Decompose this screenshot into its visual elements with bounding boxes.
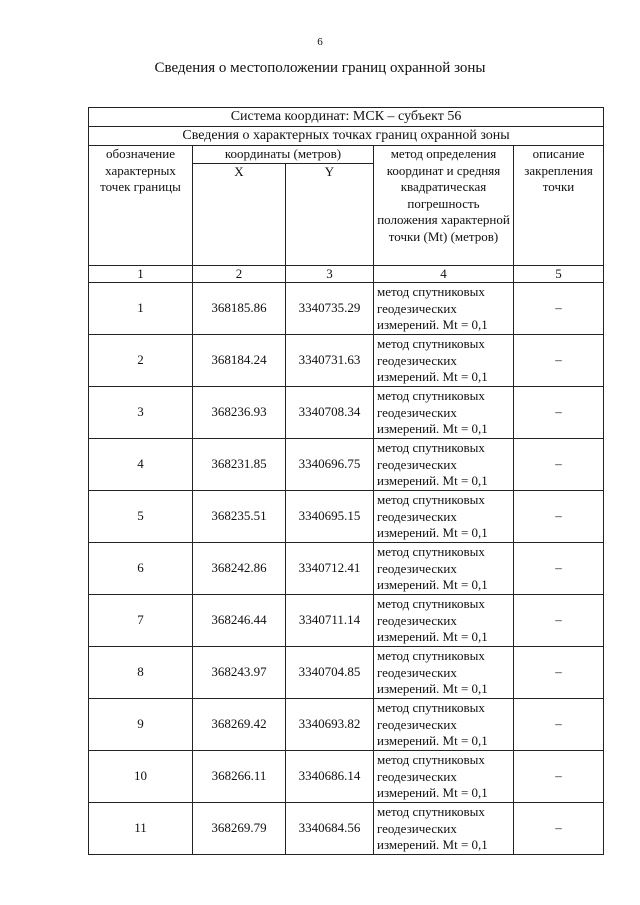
point-number-cell: 11 xyxy=(89,803,193,855)
method-cell: метод спутниковых геодезических измерений. Mt = 0,1 xyxy=(374,439,514,491)
coordinate-system-label: Система координат: МСК – субъект 56 xyxy=(89,108,604,127)
x-coordinate-cell: 368184.24 xyxy=(193,335,286,387)
header-coordinates: координаты (метров) xyxy=(193,146,374,164)
column-number: 1 xyxy=(89,265,193,283)
column-number: 5 xyxy=(514,265,604,283)
y-coordinate-cell: 3340712.41 xyxy=(286,543,374,595)
point-number-cell: 1 xyxy=(89,283,193,335)
y-coordinate-cell: 3340735.29 xyxy=(286,283,374,335)
table-row xyxy=(89,439,604,491)
description-cell: – xyxy=(514,543,604,595)
y-coordinate-cell: 3340696.75 xyxy=(286,439,374,491)
header-designation: обозначение характерных точек границы xyxy=(89,146,193,266)
method-cell: метод спутниковых геодезических измерений. Mt = 0,1 xyxy=(374,647,514,699)
point-number-cell: 4 xyxy=(89,439,193,491)
table-row xyxy=(89,803,604,855)
header-method: метод определения координат и средняя квадратическая погрешность положения характерной точки (Mt) (метров) xyxy=(374,146,514,266)
table-row xyxy=(89,283,604,335)
table-row xyxy=(89,699,604,751)
description-cell: – xyxy=(514,699,604,751)
y-coordinate-cell: 3340695.15 xyxy=(286,491,374,543)
method-cell: метод спутниковых геодезических измерений. Mt = 0,1 xyxy=(374,543,514,595)
description-cell: – xyxy=(514,595,604,647)
table-row xyxy=(89,387,604,439)
y-coordinate-cell: 3340704.85 xyxy=(286,647,374,699)
description-cell: – xyxy=(514,491,604,543)
x-coordinate-cell: 368185.86 xyxy=(193,283,286,335)
description-cell: – xyxy=(514,751,604,803)
y-coordinate-cell: 3340693.82 xyxy=(286,699,374,751)
point-number-cell: 10 xyxy=(89,751,193,803)
method-cell: метод спутниковых геодезических измерений. Mt = 0,1 xyxy=(374,803,514,855)
point-number-cell: 6 xyxy=(89,543,193,595)
x-coordinate-cell: 368269.42 xyxy=(193,699,286,751)
description-cell: – xyxy=(514,439,604,491)
point-number-cell: 5 xyxy=(89,491,193,543)
description-cell: – xyxy=(514,387,604,439)
header-x: X xyxy=(193,163,286,265)
y-coordinate-cell: 3340711.14 xyxy=(286,595,374,647)
method-cell: метод спутниковых геодезических измерений. Mt = 0,1 xyxy=(374,283,514,335)
column-number: 2 xyxy=(193,265,286,283)
point-number-cell: 7 xyxy=(89,595,193,647)
table-row xyxy=(89,543,604,595)
description-cell: – xyxy=(514,283,604,335)
description-cell: – xyxy=(514,335,604,387)
x-coordinate-cell: 368269.79 xyxy=(193,803,286,855)
description-cell: – xyxy=(514,803,604,855)
page-number: 6 xyxy=(317,36,323,48)
y-coordinate-cell: 3340686.14 xyxy=(286,751,374,803)
x-coordinate-cell: 368242.86 xyxy=(193,543,286,595)
column-number: 4 xyxy=(374,265,514,283)
y-coordinate-cell: 3340708.34 xyxy=(286,387,374,439)
header-y: Y xyxy=(286,163,374,265)
point-number-cell: 3 xyxy=(89,387,193,439)
x-coordinate-cell: 368243.97 xyxy=(193,647,286,699)
x-coordinate-cell: 368236.93 xyxy=(193,387,286,439)
description-cell: – xyxy=(514,647,604,699)
table-row xyxy=(89,751,604,803)
y-coordinate-cell: 3340684.56 xyxy=(286,803,374,855)
y-coordinate-cell: 3340731.63 xyxy=(286,335,374,387)
method-cell: метод спутниковых геодезических измерений. Mt = 0,1 xyxy=(374,699,514,751)
method-cell: метод спутниковых геодезических измерений. Mt = 0,1 xyxy=(374,491,514,543)
x-coordinate-cell: 368266.11 xyxy=(193,751,286,803)
table-row xyxy=(89,335,604,387)
boundary-points-table xyxy=(88,107,604,855)
method-cell: метод спутниковых геодезических измерений. Mt = 0,1 xyxy=(374,335,514,387)
method-cell: метод спутниковых геодезических измерений. Mt = 0,1 xyxy=(374,387,514,439)
section-label: Сведения о характерных точках границ охранной зоны xyxy=(89,127,604,146)
header-description: описание закрепления точки xyxy=(514,146,604,266)
table-row xyxy=(89,595,604,647)
x-coordinate-cell: 368246.44 xyxy=(193,595,286,647)
point-number-cell: 2 xyxy=(89,335,193,387)
method-cell: метод спутниковых геодезических измерений. Mt = 0,1 xyxy=(374,751,514,803)
method-cell: метод спутниковых геодезических измерений. Mt = 0,1 xyxy=(374,595,514,647)
x-coordinate-cell: 368231.85 xyxy=(193,439,286,491)
column-number: 3 xyxy=(286,265,374,283)
point-number-cell: 9 xyxy=(89,699,193,751)
point-number-cell: 8 xyxy=(89,647,193,699)
x-coordinate-cell: 368235.51 xyxy=(193,491,286,543)
table-row xyxy=(89,491,604,543)
page-title: Сведения о местоположении границ охранной зоны xyxy=(154,60,486,76)
table-row xyxy=(89,647,604,699)
